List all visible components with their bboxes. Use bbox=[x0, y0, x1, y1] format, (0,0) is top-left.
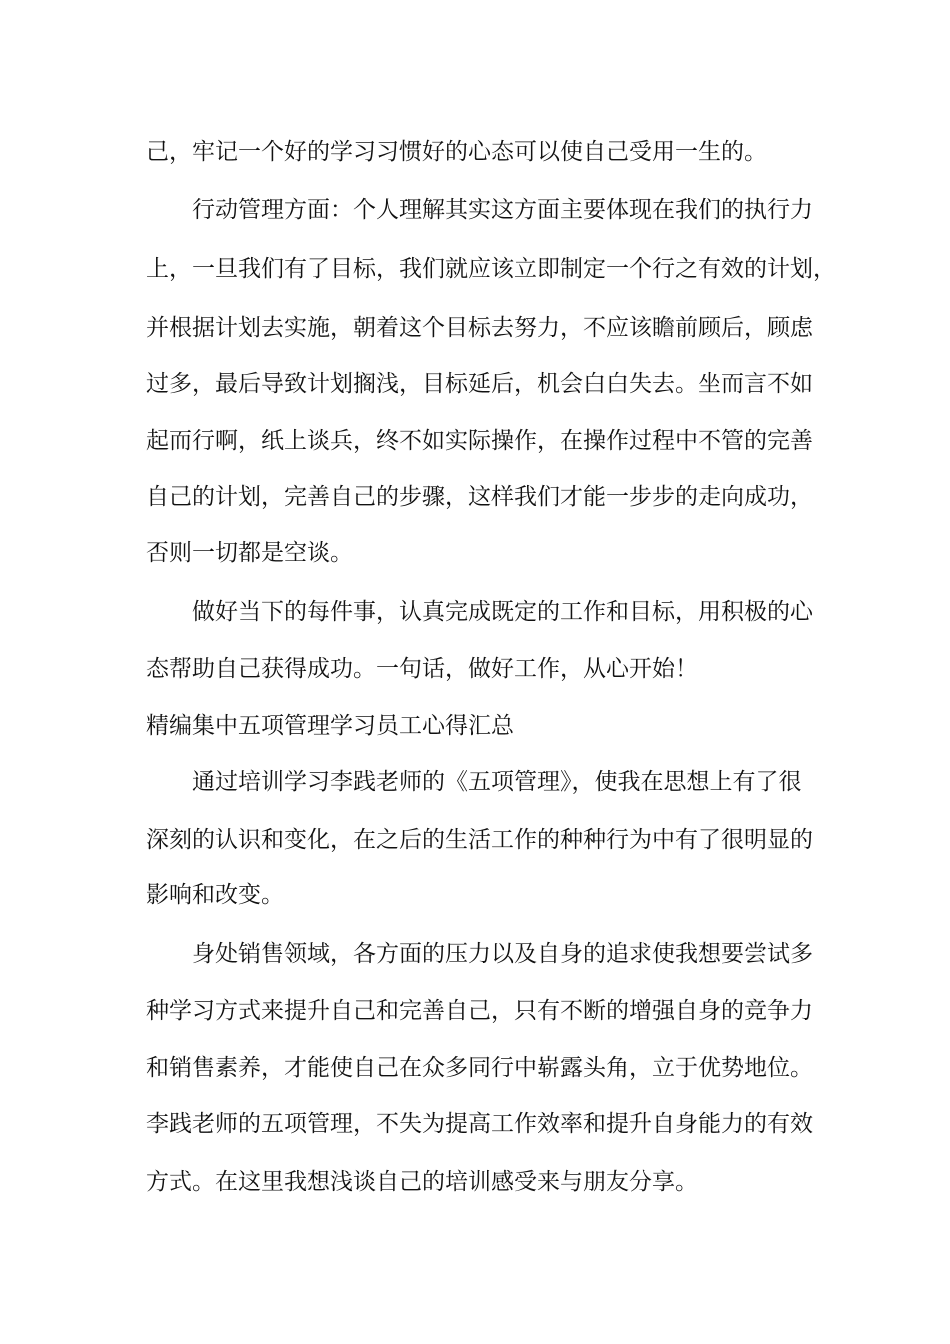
text-line: 起而行啊，纸上谈兵，终不如实际操作，在操作过程中不管的完善 bbox=[146, 428, 813, 454]
text-line: 上，一旦我们有了目标，我们就应该立即制定一个行之有效的计划， bbox=[146, 256, 836, 282]
text-line: 深刻的认识和变化，在之后的生活工作的种种行为中有了很明显的 bbox=[146, 827, 813, 853]
text-line: 种学习方式来提升自己和完善自己，只有不断的增强自身的竞争力 bbox=[146, 998, 813, 1024]
text-line: 自己的计划，完善自己的步骤，这样我们才能一步步的走向成功， bbox=[146, 484, 813, 510]
text-line: 做好当下的每件事，认真完成既定的工作和目标，用积极的心 bbox=[192, 599, 813, 625]
text-line: 李践老师的五项管理，不失为提高工作效率和提升自身能力的有效 bbox=[146, 1111, 813, 1137]
text-line: 己，牢记一个好的学习习惯好的心态可以使自己受用一生的。 bbox=[146, 139, 767, 165]
text-line: 和销售素养，才能使自己在众多同行中崭露头角，立于优势地位。 bbox=[146, 1055, 813, 1081]
text-line: 否则一切都是空谈。 bbox=[146, 540, 353, 566]
text-line: 影响和改变。 bbox=[146, 882, 284, 908]
text-line: 身处销售领域，各方面的压力以及自身的追求使我想要尝试多 bbox=[192, 941, 813, 967]
text-line: 行动管理方面：个人理解其实这方面主要体现在我们的执行力 bbox=[192, 197, 813, 223]
text-line: 方式。在这里我想浅谈自己的培训感受来与朋友分享。 bbox=[146, 1169, 698, 1195]
section-heading: 精编集中五项管理学习员工心得汇总 bbox=[146, 713, 514, 739]
text-line: 通过培训学习李践老师的《五项管理》，使我在思想上有了很 bbox=[192, 769, 802, 795]
text-line: 态帮助自己获得成功。一句话，做好工作，从心开始！ bbox=[146, 656, 698, 682]
text-line: 并根据计划去实施，朝着这个目标去努力，不应该瞻前顾后，顾虑 bbox=[146, 315, 813, 341]
text-line: 过多，最后导致计划搁浅，目标延后，机会白白失去。坐而言不如 bbox=[146, 371, 813, 397]
